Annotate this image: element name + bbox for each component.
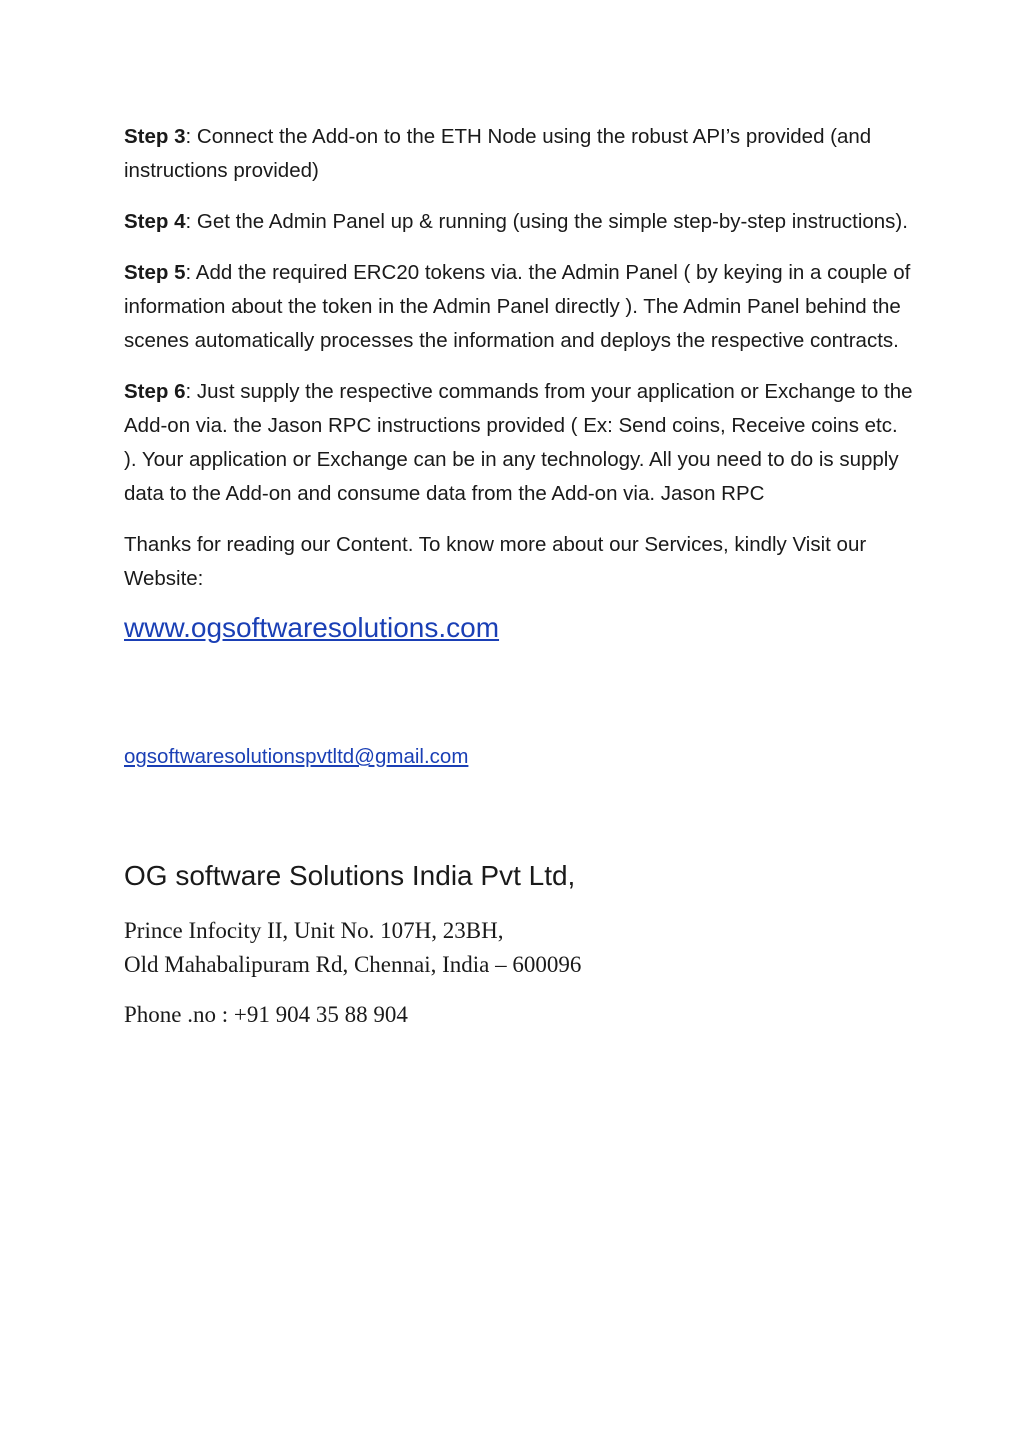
step-6-text: : Just supply the respective commands from your application or Exchange to the Add-on via. the Jason RPC instructions provided ( Ex: Send coins, Receive coins etc. ). Your application or Exchange can be in any technology. All you need to do is supply data to the Add-on and consume data from the Add-on via. Jason RPC <box>124 380 913 505</box>
step-6-paragraph <box>124 375 914 511</box>
address-block <box>124 914 914 982</box>
step-5-label: Step 5 <box>124 261 186 284</box>
address-line-2: Old Mahabalipuram Rd, Chennai, India – 600096 <box>124 952 582 977</box>
email-link[interactable]: ogsoftwaresolutionspvtltd@gmail.com <box>124 745 469 768</box>
phone-number: Phone .no : +91 904 35 88 904 <box>124 1002 408 1027</box>
thanks-paragraph: Thanks for reading our Content. To know more about our Services, kindly Visit our Website: <box>124 533 867 590</box>
document-page <box>124 120 914 1032</box>
step-3-paragraph <box>124 120 914 188</box>
address-line-1: Prince Infocity II, Unit No. 107H, 23BH, <box>124 918 504 943</box>
step-6-label: Step 6 <box>124 380 186 403</box>
step-5-paragraph <box>124 256 914 358</box>
step-4-text: : Get the Admin Panel up & running (using the simple step-by-step instructions). <box>185 210 908 233</box>
website-link[interactable]: www.ogsoftwaresolutions.com <box>124 612 500 643</box>
company-name: OG software Solutions India Pvt Ltd, <box>124 860 576 891</box>
step-4-label: Step 4 <box>124 210 186 233</box>
step-3-text: : Connect the Add-on to the ETH Node using the robust API’s provided (and instructions provided) <box>124 125 872 182</box>
step-5-text: : Add the required ERC20 tokens via. the Admin Panel ( by keying in a couple of information about the token in the Admin Panel directly ). The Admin Panel behind the scenes automatically processes the information and deploys the respective contracts. <box>124 261 911 352</box>
step-3-label: Step 3 <box>124 125 186 148</box>
step-4-paragraph <box>124 205 914 239</box>
